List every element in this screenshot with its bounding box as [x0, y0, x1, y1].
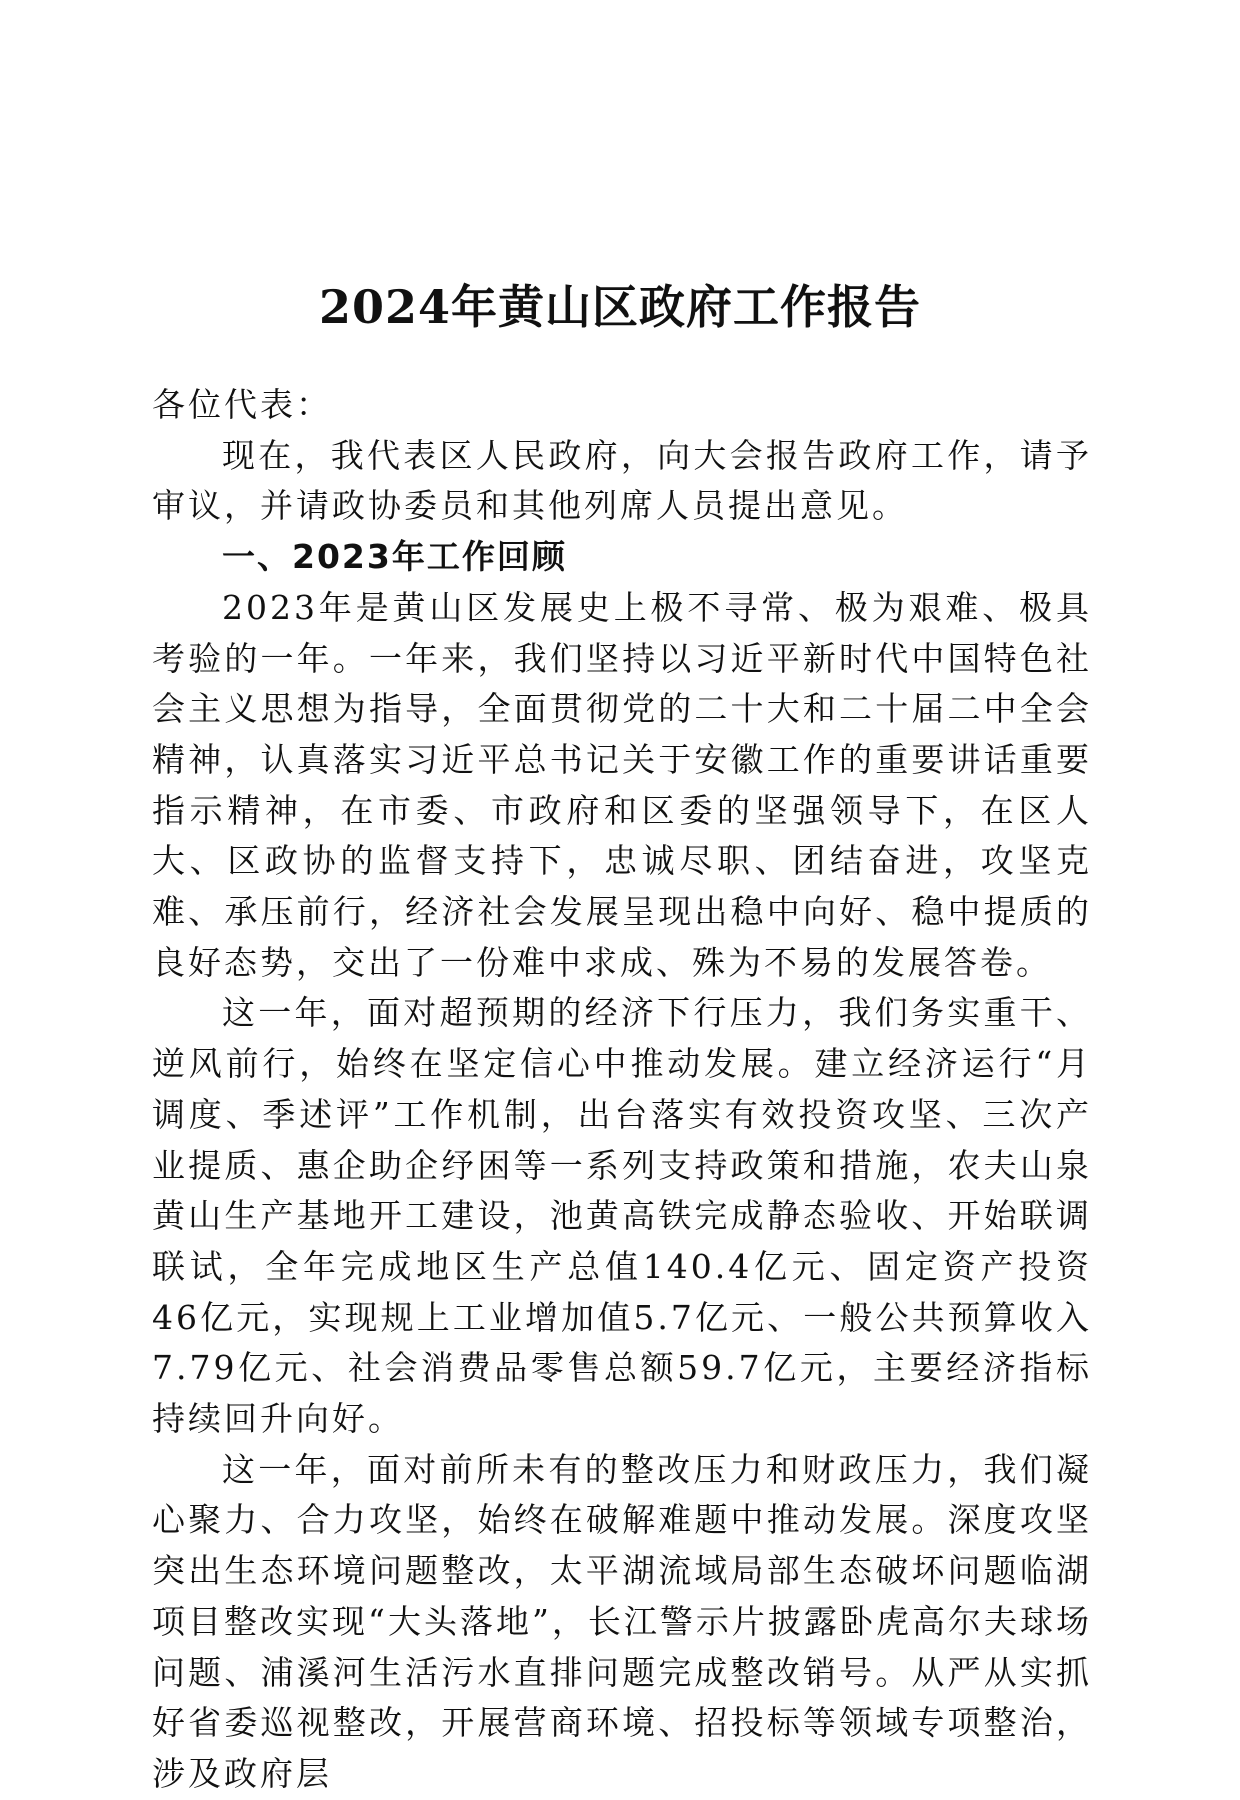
intro-paragraph: 现在，我代表区人民政府，向大会报告政府工作，请予审议，并请政协委员和其他列席人员提出意见。 — [152, 435, 1092, 526]
section-heading: 一、2023年工作回顾 — [222, 537, 567, 577]
paragraph-economy: 这一年，面对超预期的经济下行压力，我们务实重干、逆风前行，始终在坚定信心中推动发展。建立经济运行“月调度、季述评”工作机制，出台落实有效投资攻坚、三次产业提质、惠企助企纾困等一系列支持政策和措施，农夫山泉黄山生产基地开工建设，池黄高铁完成静态验收、开始联调联试，全年完成地区生产总值140.4亿元、固定资产投资46亿元，实现规上工业增加值5.7亿元、一般公共预算收入7.79亿元、社会消费品零售总额59.7亿元，主要经济指标持续回升向好。 — [152, 993, 1092, 1439]
page-title: 2024年黄山区政府工作报告 — [318, 279, 922, 334]
paragraph-overview: 2023年是黄山区发展史上极不寻常、极为艰难、极具考验的一年。一年来，我们坚持以习近平新时代中国特色社会主义思想为指导，全面贯彻党的二十大和二十届二中全会精神，认真落实习近平总书记关于安徽工作的重要讲话重要指示精神，在市委、市政府和区委的坚强领导下，在区人大、区政协的监督支持下，忠诚尽职、团结奋进，攻坚克难、承压前行，经济社会发展呈现出稳中向好、稳中提质的良好态势，交出了一份难中求成、殊为不易的发展答卷。 — [152, 587, 1092, 982]
document-body — [152, 380, 1092, 1800]
paragraph-rectification: 这一年，面对前所未有的整改压力和财政压力，我们凝心聚力、合力攻坚，始终在破解难题中推动发展。深度攻坚突出生态环境问题整改，太平湖流域局部生态破坏问题临湖项目整改实现“大头落地”，长江警示片披露卧虎高尔夫球场问题、浦溪河生活污水直排问题完成整改销号。从严从实抓好省委巡视整改，开展营商环境、招投标等领域专项整治，涉及政府层 — [152, 1449, 1092, 1793]
salutation: 各位代表： — [152, 385, 332, 424]
